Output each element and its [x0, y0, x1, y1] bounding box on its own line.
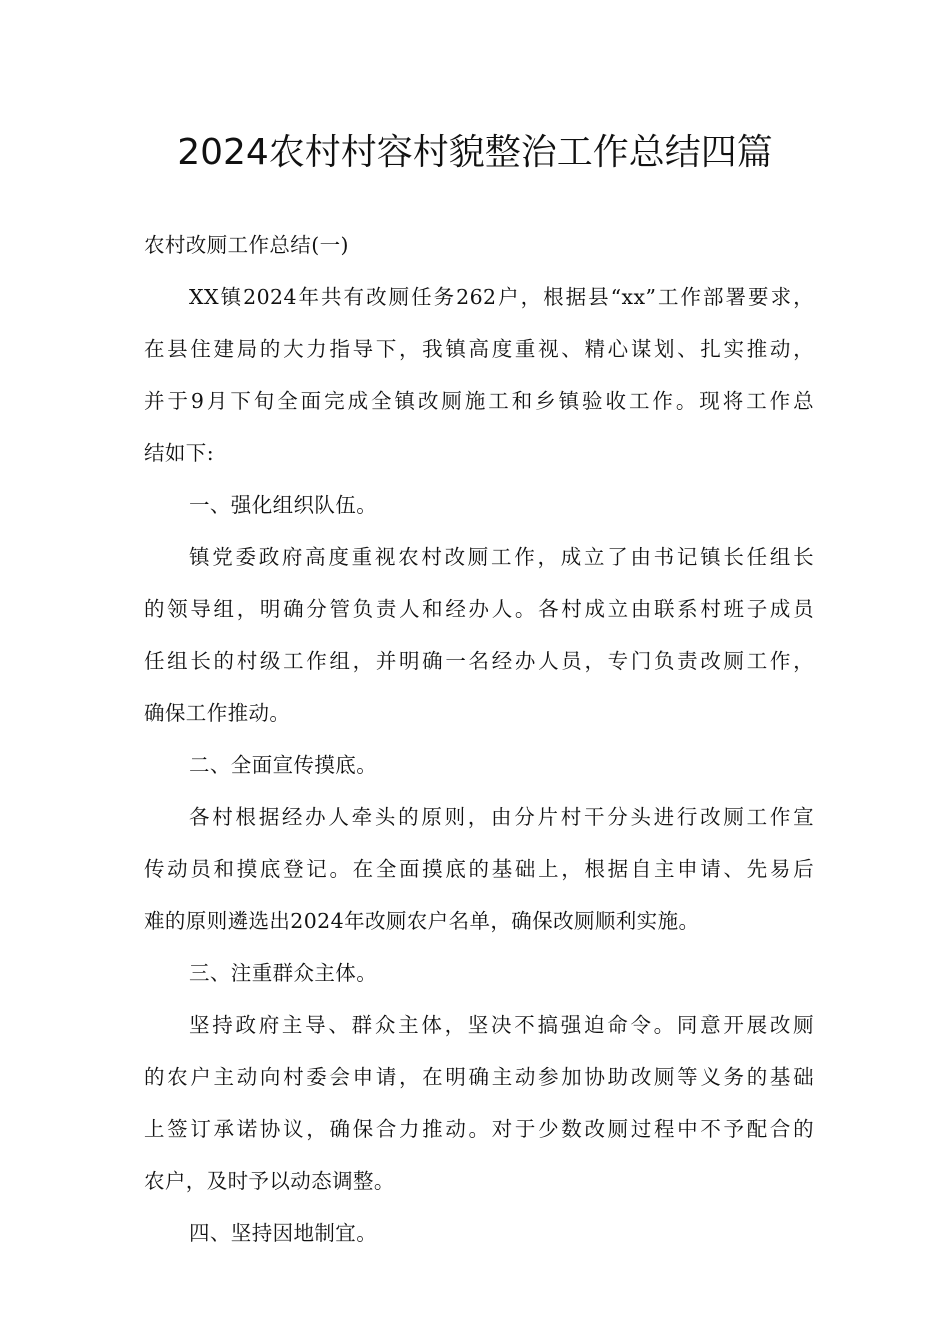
paragraph-line: 难的原则遴选出2024年改厕农户名单，确保改厕顺利实施。 — [144, 909, 700, 933]
subsection-heading: 一、强化组织队伍。 — [189, 493, 378, 517]
paragraph-line: 任组长的村级工作组，并明确一名经办人员，专门负责改厕工作， — [144, 649, 814, 673]
paragraph-line: 并于9月下旬全面完成全镇改厕施工和乡镇验收工作。现将工作总 — [144, 389, 814, 413]
paragraph-line: 上签订承诺协议，确保合力推动。对于少数改厕过程中不予配合的 — [144, 1117, 814, 1141]
section-heading: 农村改厕工作总结(一) — [144, 233, 349, 257]
paragraph-line: 镇党委政府高度重视农村改厕工作，成立了由书记镇长任组长 — [189, 545, 814, 569]
paragraph-line: 的领导组，明确分管负责人和经办人。各村成立由联系村班子成员 — [144, 597, 814, 621]
paragraph-line: 确保工作推动。 — [144, 701, 291, 725]
subsection-heading: 四、坚持因地制宜。 — [189, 1221, 378, 1245]
paragraph-line: 农户，及时予以动态调整。 — [144, 1169, 395, 1193]
paragraph-line: 的农户主动向村委会申请，在明确主动参加协助改厕等义务的基础 — [144, 1065, 814, 1089]
document-title: 2024农村村容村貌整治工作总结四篇 — [177, 132, 773, 173]
paragraph-line: 坚持政府主导、群众主体，坚决不搞强迫命令。同意开展改厕 — [189, 1013, 814, 1037]
paragraph-line: 各村根据经办人牵头的原则，由分片村干分头进行改厕工作宣 — [189, 805, 814, 829]
paragraph-line: 传动员和摸底登记。在全面摸底的基础上，根据自主申请、先易后 — [144, 857, 814, 881]
paragraph-line: 结如下: — [144, 441, 215, 465]
subsection-heading: 三、注重群众主体。 — [189, 961, 378, 985]
subsection-heading: 二、全面宣传摸底。 — [189, 753, 378, 777]
paragraph-line: XX镇2024年共有改厕任务262户，根据县“xx”工作部署要求， — [189, 285, 814, 309]
document-body — [144, 231, 814, 1271]
paragraph-line: 在县住建局的大力指导下，我镇高度重视、精心谋划、扎实推动， — [144, 337, 814, 361]
